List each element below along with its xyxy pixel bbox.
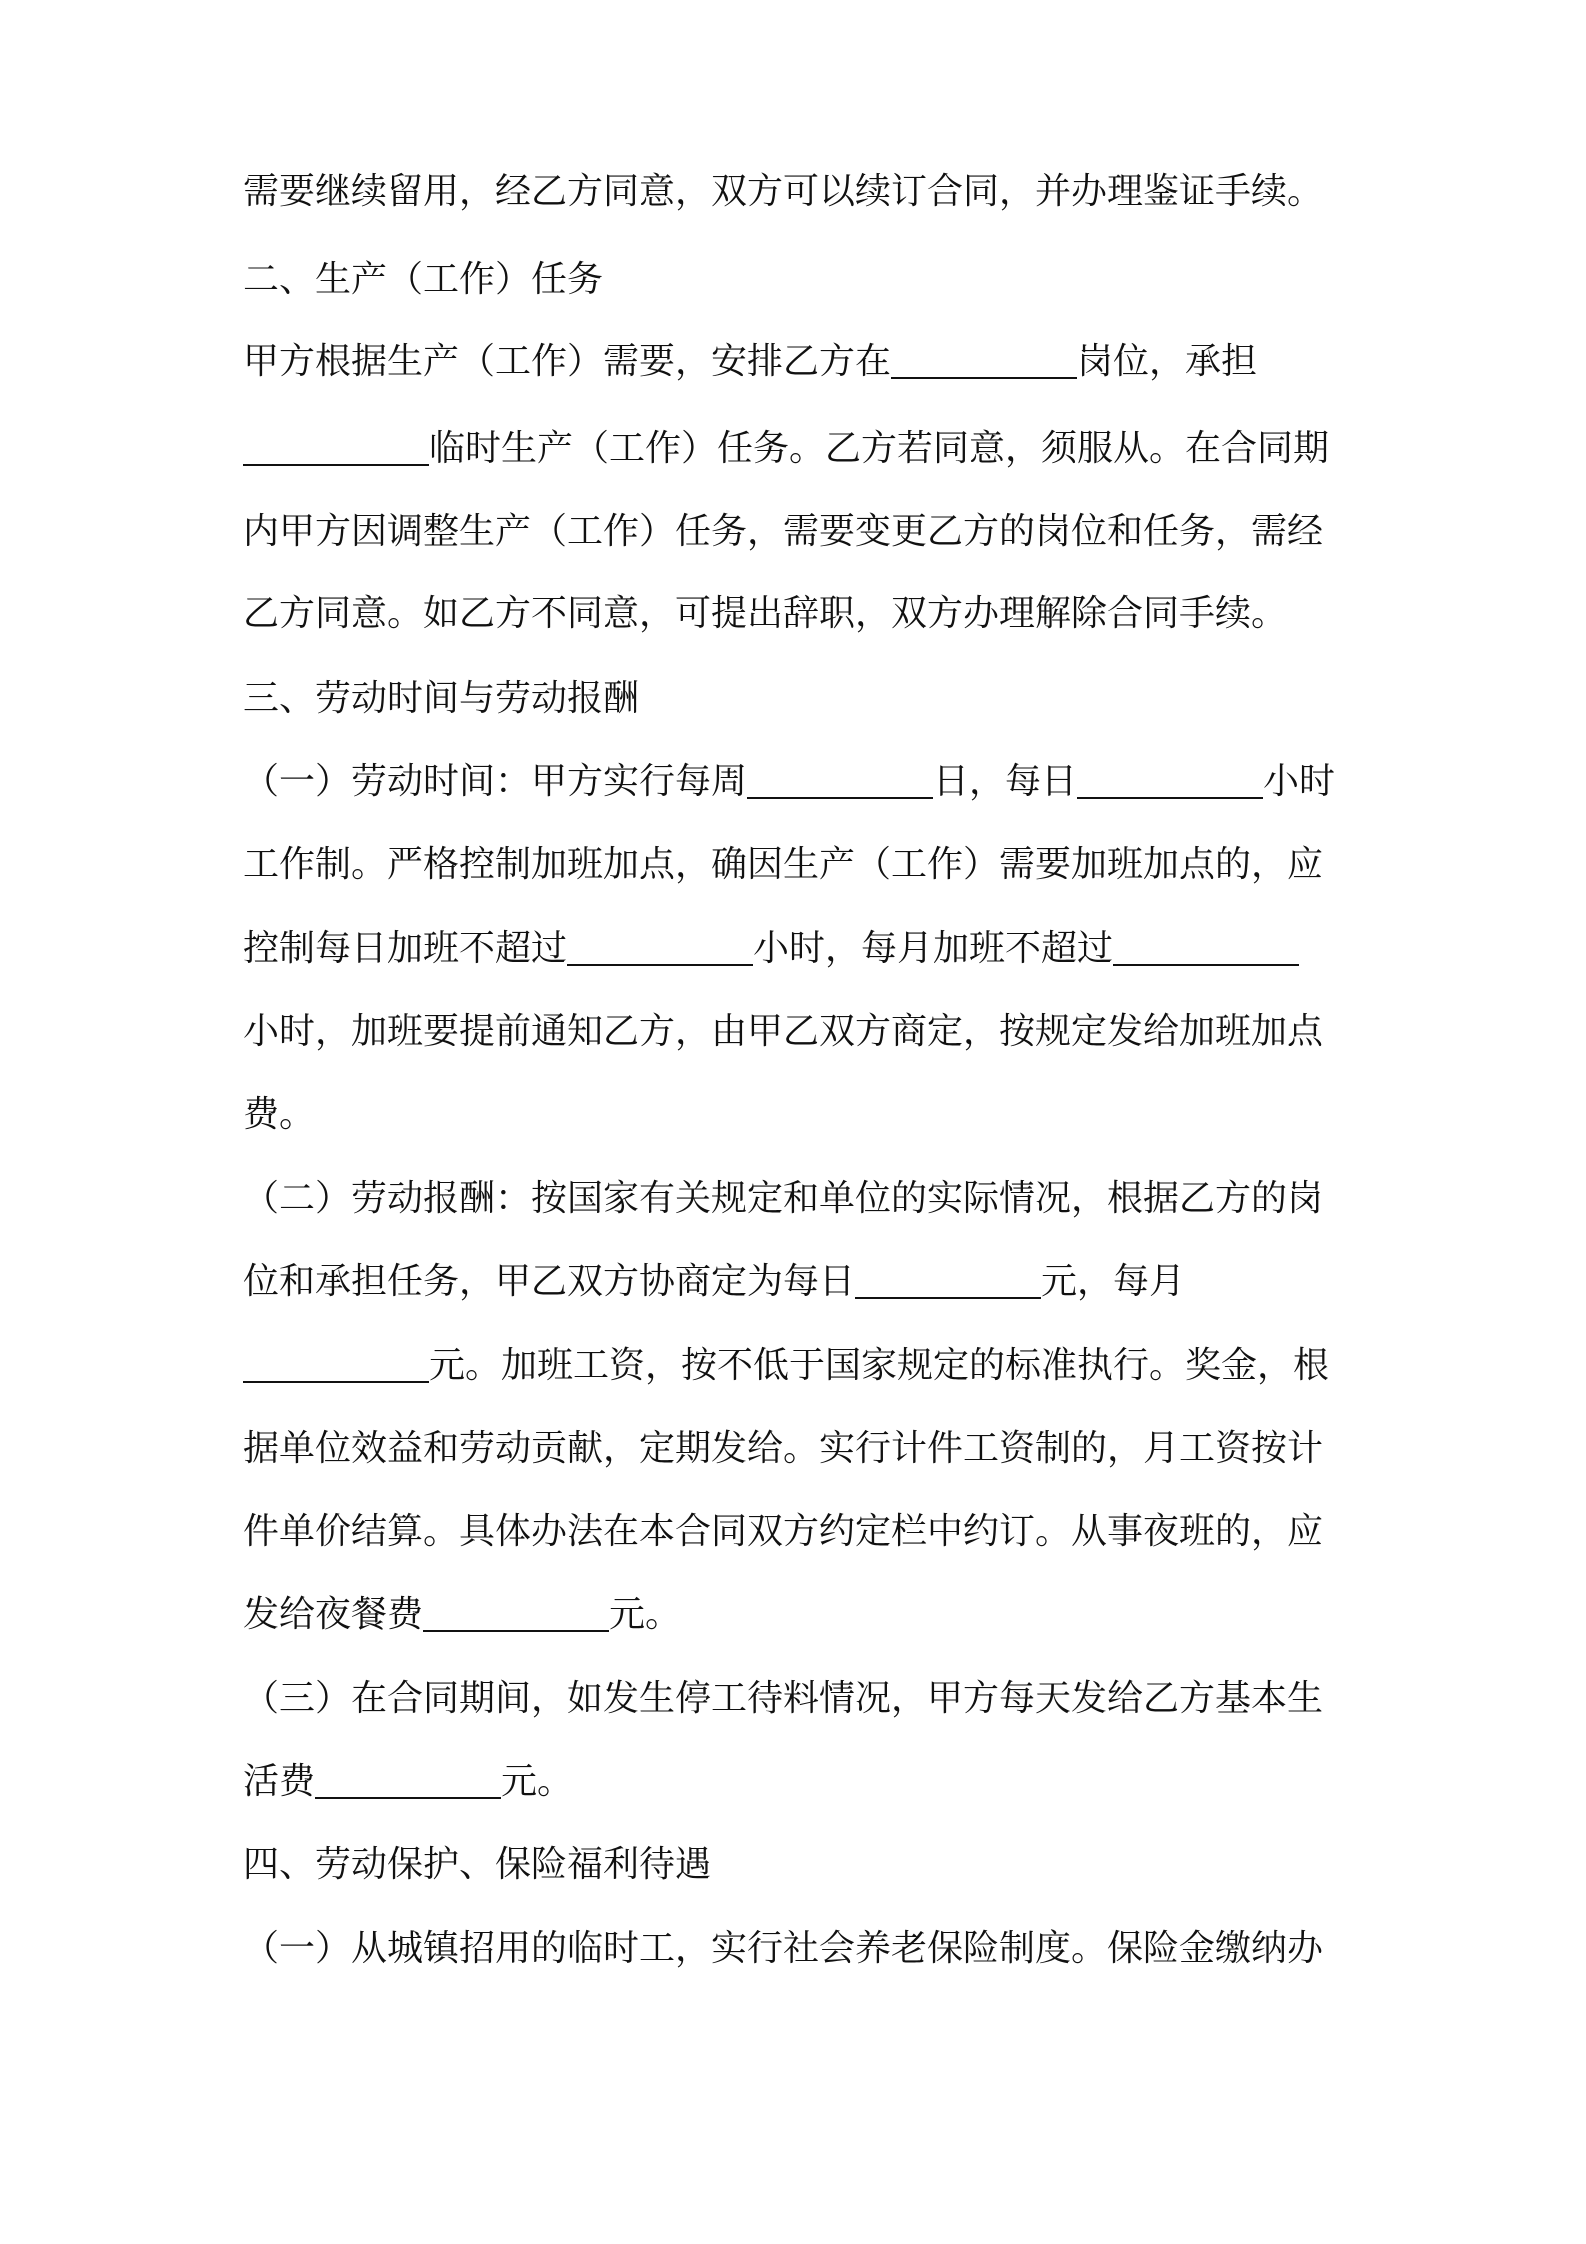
text-segment: （一）从城镇招用的临时工，实行社会养老保险制度。保险金缴纳办 <box>243 1928 1324 1969</box>
text-segment: 工作制。严格控制加班加点，确因生产（工作）需要加班加点的，应 <box>243 844 1324 885</box>
text-line <box>243 170 1323 214</box>
text-line <box>243 760 1335 804</box>
text-segment: 控制每日加班不超过 <box>243 928 568 969</box>
text-line <box>243 340 1257 384</box>
text-segment: 元。加班工资，按不低于国家规定的标准执行。奖金，根 <box>429 1345 1330 1386</box>
text-segment: 元。 <box>609 1594 682 1635</box>
text-segment: 发给夜餐费 <box>243 1594 424 1635</box>
text-line <box>243 510 1323 554</box>
text-line <box>243 1843 711 1887</box>
text-segment: 小时，每月加班不超过 <box>753 928 1114 969</box>
text-segment: 需要继续留用，经乙方同意，双方可以续订合同，并办理鉴证手续。 <box>243 171 1324 212</box>
text-segment: 活费 <box>243 1761 316 1802</box>
text-line <box>243 1593 681 1637</box>
fill-in-blank <box>891 341 1077 379</box>
text-line <box>243 677 639 721</box>
text-segment: 费。 <box>243 1094 316 1135</box>
text-segment: 件单价结算。具体办法在本合同双方约定栏中约订。从事夜班的，应 <box>243 1511 1324 1552</box>
fill-in-blank <box>315 1761 501 1799</box>
text-segment: 小时，加班要提前通知乙方，由甲乙双方商定，按规定发给加班加点 <box>243 1011 1324 1052</box>
text-segment: 四、劳动保护、保险福利待遇 <box>243 1844 712 1885</box>
text-segment: 三、劳动时间与劳动报酬 <box>243 678 640 719</box>
text-segment: 位和承担任务，甲乙双方协商定为每日 <box>243 1261 856 1302</box>
text-segment: 小时 <box>1263 761 1336 802</box>
text-segment: 乙方同意。如乙方不同意，可提出辞职，双方办理解除合同手续。 <box>243 593 1288 634</box>
text-line <box>243 1010 1323 1054</box>
text-line <box>243 258 603 302</box>
fill-in-blank <box>567 928 753 966</box>
text-segment: 临时生产（工作）任务。乙方若同意，须服从。在合同期 <box>429 428 1330 469</box>
text-segment: 元，每月 <box>1041 1261 1186 1302</box>
text-line <box>243 1344 1329 1388</box>
text-segment: 甲方根据生产（工作）需要，安排乙方在 <box>243 341 892 382</box>
fill-in-blank <box>855 1261 1041 1299</box>
text-line <box>243 1927 1323 1971</box>
text-line <box>243 927 1299 971</box>
text-segment: （三）在合同期间，如发生停工待料情况，甲方每天发给乙方基本生 <box>243 1678 1324 1719</box>
text-line <box>243 427 1329 471</box>
text-line <box>243 1760 573 1804</box>
text-segment: （一）劳动时间：甲方实行每周 <box>243 761 748 802</box>
text-line <box>243 843 1323 887</box>
text-line <box>243 1510 1323 1554</box>
text-segment: 元。 <box>501 1761 574 1802</box>
text-line <box>243 1677 1323 1721</box>
text-line <box>243 1093 315 1137</box>
text-segment: 据单位效益和劳动贡献，定期发给。实行计件工资制的，月工资按计 <box>243 1428 1324 1469</box>
fill-in-blank <box>1113 928 1299 966</box>
fill-in-blank <box>243 1345 429 1383</box>
text-segment: 内甲方因调整生产（工作）任务，需要变更乙方的岗位和任务，需经 <box>243 511 1324 552</box>
text-segment: 岗位，承担 <box>1077 341 1258 382</box>
fill-in-blank <box>423 1594 609 1632</box>
text-segment: 日，每日 <box>933 761 1078 802</box>
text-segment: （二）劳动报酬：按国家有关规定和单位的实际情况，根据乙方的岗 <box>243 1178 1324 1219</box>
fill-in-blank <box>243 428 429 466</box>
text-line <box>243 1260 1185 1304</box>
text-line <box>243 1177 1323 1221</box>
text-line <box>243 592 1287 636</box>
text-line <box>243 1427 1323 1471</box>
fill-in-blank <box>747 761 933 799</box>
text-segment: 二、生产（工作）任务 <box>243 259 604 300</box>
fill-in-blank <box>1077 761 1263 799</box>
